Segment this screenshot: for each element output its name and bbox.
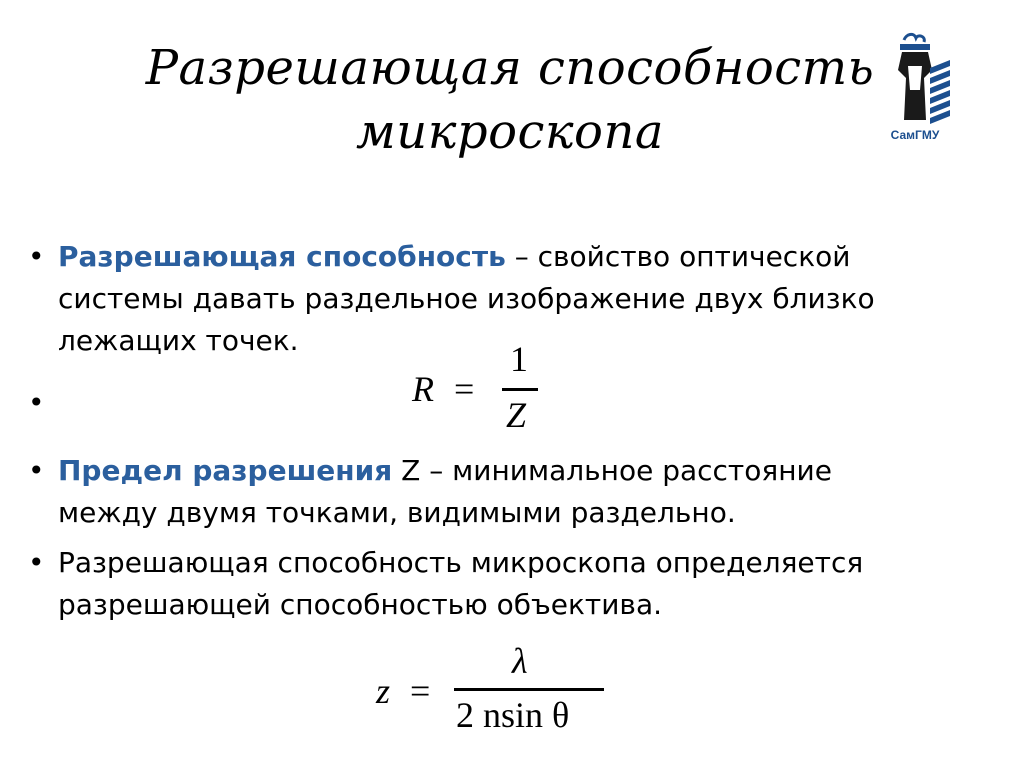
term-resolution: Разрешающая способность bbox=[58, 240, 506, 273]
limit-line-1: Z – минимальное расстояние bbox=[392, 454, 832, 487]
bullet-dot: • bbox=[28, 546, 45, 579]
formula2-numerator: λ bbox=[512, 641, 528, 681]
formula-limit bbox=[374, 636, 614, 748]
definition-line-3: лежащих точек. bbox=[58, 324, 299, 357]
slide-title bbox=[130, 36, 890, 164]
microscope-line-1: Разрешающая способность микроскопа определяется bbox=[58, 546, 864, 579]
bullet-item-limit bbox=[28, 450, 988, 534]
formula1-equals: = bbox=[454, 369, 475, 409]
term-limit: Предел разрешения bbox=[58, 454, 393, 487]
bullet-dot: • bbox=[28, 386, 45, 419]
formula-resolution bbox=[410, 338, 540, 438]
formula2-equals: = bbox=[410, 671, 431, 711]
bullet-dot: • bbox=[28, 454, 45, 487]
title-line-2: микроскопа bbox=[356, 104, 664, 160]
formula1-fraction-bar bbox=[502, 388, 538, 391]
bullet-dot: • bbox=[28, 240, 45, 273]
formula2-fraction-bar bbox=[454, 688, 604, 691]
definition-line-2: системы давать раздельное изображение двух близко bbox=[58, 282, 875, 315]
title-line-1: Разрешающая способность bbox=[145, 40, 875, 96]
limit-line-2: между двумя точками, видимыми раздельно. bbox=[58, 496, 736, 529]
formula1-denominator: Z bbox=[506, 395, 527, 435]
definition-line-1: – свойство оптической bbox=[505, 240, 851, 273]
formula2-denominator: 2 nsin θ bbox=[456, 695, 570, 735]
microscope-line-2: разрешающей способностью объектива. bbox=[58, 588, 662, 621]
bullet-item-microscope bbox=[28, 542, 988, 626]
formula2-lhs: z bbox=[376, 671, 391, 711]
formula1-lhs: R bbox=[412, 369, 434, 409]
formula1-numerator: 1 bbox=[510, 339, 528, 379]
logo-label: СамГМУ bbox=[890, 128, 940, 142]
